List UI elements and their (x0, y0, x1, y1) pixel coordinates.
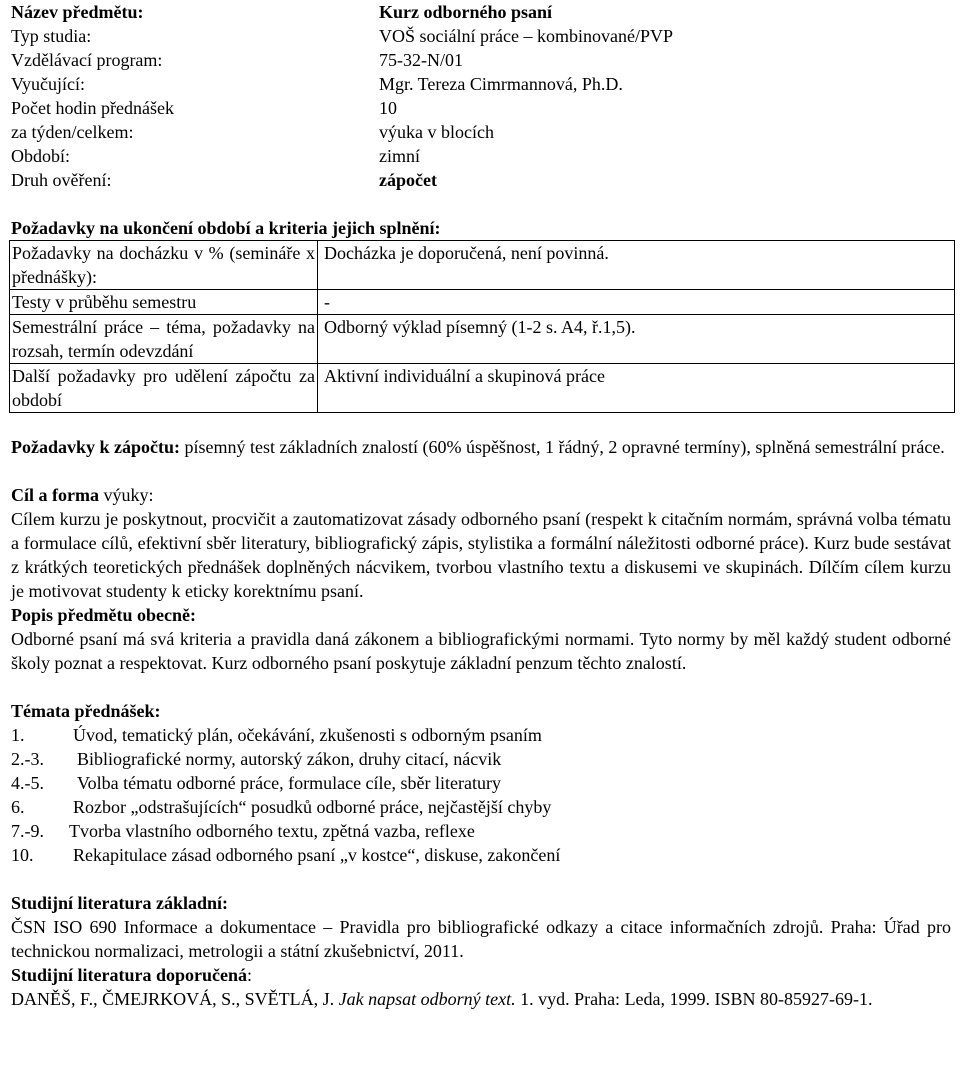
credit-label: Požadavky k zápočtu: (11, 437, 181, 457)
requirement-label: Testy v průběhu semestru (10, 290, 318, 315)
syllabus-page (11, 0, 951, 1011)
course-header (11, 0, 951, 192)
literature-recommended-heading-rest: : (247, 965, 253, 985)
topic-number: 1. (11, 725, 25, 745)
requirements-table (9, 240, 955, 413)
topic-text: Volba tématu odborné práce, formulace cíle, sběr literatury (77, 773, 501, 793)
topic-number: 6. (11, 797, 25, 817)
list-item (11, 747, 951, 771)
description-heading: Popis předmětu obecně: (11, 605, 196, 625)
header-value: Mgr. Tereza Cimrmannová, Ph.D. (379, 74, 623, 94)
requirement-value: - (318, 290, 955, 315)
requirement-value: Aktivní individuální a skupinová práce (318, 364, 955, 413)
list-item (11, 843, 951, 867)
table-row (10, 364, 955, 413)
header-label: za týden/celkem: (11, 122, 134, 142)
literature-recommended-heading (11, 963, 951, 987)
list-item (11, 819, 951, 843)
topic-text: Úvod, tematický plán, očekávání, zkušenosti s odborným psaním (73, 725, 542, 745)
header-label: Vzdělávací program: (11, 50, 163, 70)
header-row-teacher (11, 72, 951, 96)
topic-text: Tvorba vlastního odborného textu, zpětná vazba, reflexe (69, 821, 475, 841)
credit-requirements (11, 435, 951, 459)
goal-heading-bold: Cíl a forma (11, 485, 99, 505)
list-item (11, 795, 951, 819)
requirement-label: Další požadavky pro udělení zápočtu za období (10, 364, 318, 413)
topic-text: Rekapitulace zásad odborného psaní „v kostce“, diskuse, zakončení (73, 845, 561, 865)
literature-basic-text: ČSN ISO 690 Informace a dokumentace – Pravidla pro bibliografické odkazy a citace informačních zdrojů. Praha: Úřad pro technickou normalizaci, metrologii a státní zkušebnictví, 2011. (11, 917, 951, 961)
header-row-per-week (11, 120, 951, 144)
header-value: zápočet (379, 170, 437, 190)
requirement-value: Odborný výklad písemný (1-2 s. A4, ř.1,5). (318, 315, 955, 364)
header-value: 10 (379, 98, 397, 118)
header-label: Období: (11, 146, 71, 166)
header-label: Počet hodin přednášek (11, 98, 174, 118)
goal-text: Cílem kurzu je poskytnout, procvičit a zautomatizovat zásady odborného psaní (respekt k citačním normám, správná volba tématu a formulace cílů, efektivní sběr literatury, bibliografický zápis, stylistika a formální náležitosti odborné práce). Kurz bude sestávat z krátkých teoretických přednášek doplněných nácvikem, tvorbou vlastního textu a diskusemi ve skupinách. Dílčím cílem kurzu je motivovat studenty k eticky korektnímu psaní. (11, 509, 951, 601)
goal-heading-rest: výuky: (98, 485, 154, 505)
header-label: Typ studia: (11, 26, 92, 46)
header-row-lecture-hours (11, 96, 951, 120)
topic-number: 2.-3. (11, 749, 44, 769)
header-row-course-name (11, 0, 951, 24)
topic-number: 4.-5. (11, 773, 44, 793)
topic-text: Rozbor „odstrašujících“ posudků odborné práce, nejčastější chyby (73, 797, 552, 817)
topic-text: Bibliografické normy, autorský zákon, druhy citací, nácvik (77, 749, 502, 769)
header-row-verification (11, 168, 951, 192)
table-row (10, 241, 955, 290)
header-value: zimní (379, 146, 420, 166)
list-item (11, 723, 951, 747)
topics-list (11, 723, 951, 867)
literature-authors: DANĚŠ, F., ČMEJRKOVÁ, S., SVĚTLÁ, J. (11, 989, 339, 1009)
topic-number: 7.-9. (11, 821, 44, 841)
header-value: Kurz odborného psaní (379, 2, 553, 22)
literature-publication: 1. vyd. Praha: Leda, 1999. ISBN 80-85927-69-1. (515, 989, 873, 1009)
header-row-study-type (11, 24, 951, 48)
requirements-heading: Požadavky na ukončení období a kriteria jejich splnění: (11, 218, 441, 238)
header-value: 75-32-N/01 (379, 50, 463, 70)
header-value: výuka v blocích (379, 122, 494, 142)
requirement-label: Semestrální práce – téma, požadavky na rozsah, termín odevzdání (10, 315, 318, 364)
header-label: Vyučující: (11, 74, 85, 94)
description-text: Odborné psaní má svá kriteria a pravidla daná zákonem a bibliografickými normami. Tyto normy by měl každý student odborné školy poznat a respektovat. Kurz odborného psaní poskytuje základní penzum těchto znalostí. (11, 629, 951, 673)
header-label: Název předmětu: (11, 2, 144, 22)
credit-text: písemný test základních znalostí (60% úspěšnost, 1 řádný, 2 opravné termíny), splněná semestrální práce. (180, 437, 945, 457)
topic-number: 10. (11, 845, 34, 865)
header-value: VOŠ sociální práce – kombinované/PVP (379, 26, 673, 46)
topics-heading: Témata přednášek: (11, 701, 161, 721)
table-row (10, 290, 955, 315)
literature-recommended-entry (11, 987, 951, 1011)
requirement-value: Docházka je doporučená, není povinná. (318, 241, 955, 290)
requirement-label: Požadavky na docházku v % (semináře x přednášky): (10, 241, 318, 290)
literature-recommended-heading-bold: Studijní literatura doporučená (11, 965, 248, 985)
header-row-period (11, 144, 951, 168)
table-row (10, 315, 955, 364)
list-item (11, 771, 951, 795)
header-label: Druh ověření: (11, 170, 112, 190)
header-row-program (11, 48, 951, 72)
literature-basic-heading: Studijní literatura základní: (11, 893, 229, 913)
literature-title: Jak napsat odborný text. (338, 989, 516, 1009)
goal-heading (11, 483, 951, 507)
